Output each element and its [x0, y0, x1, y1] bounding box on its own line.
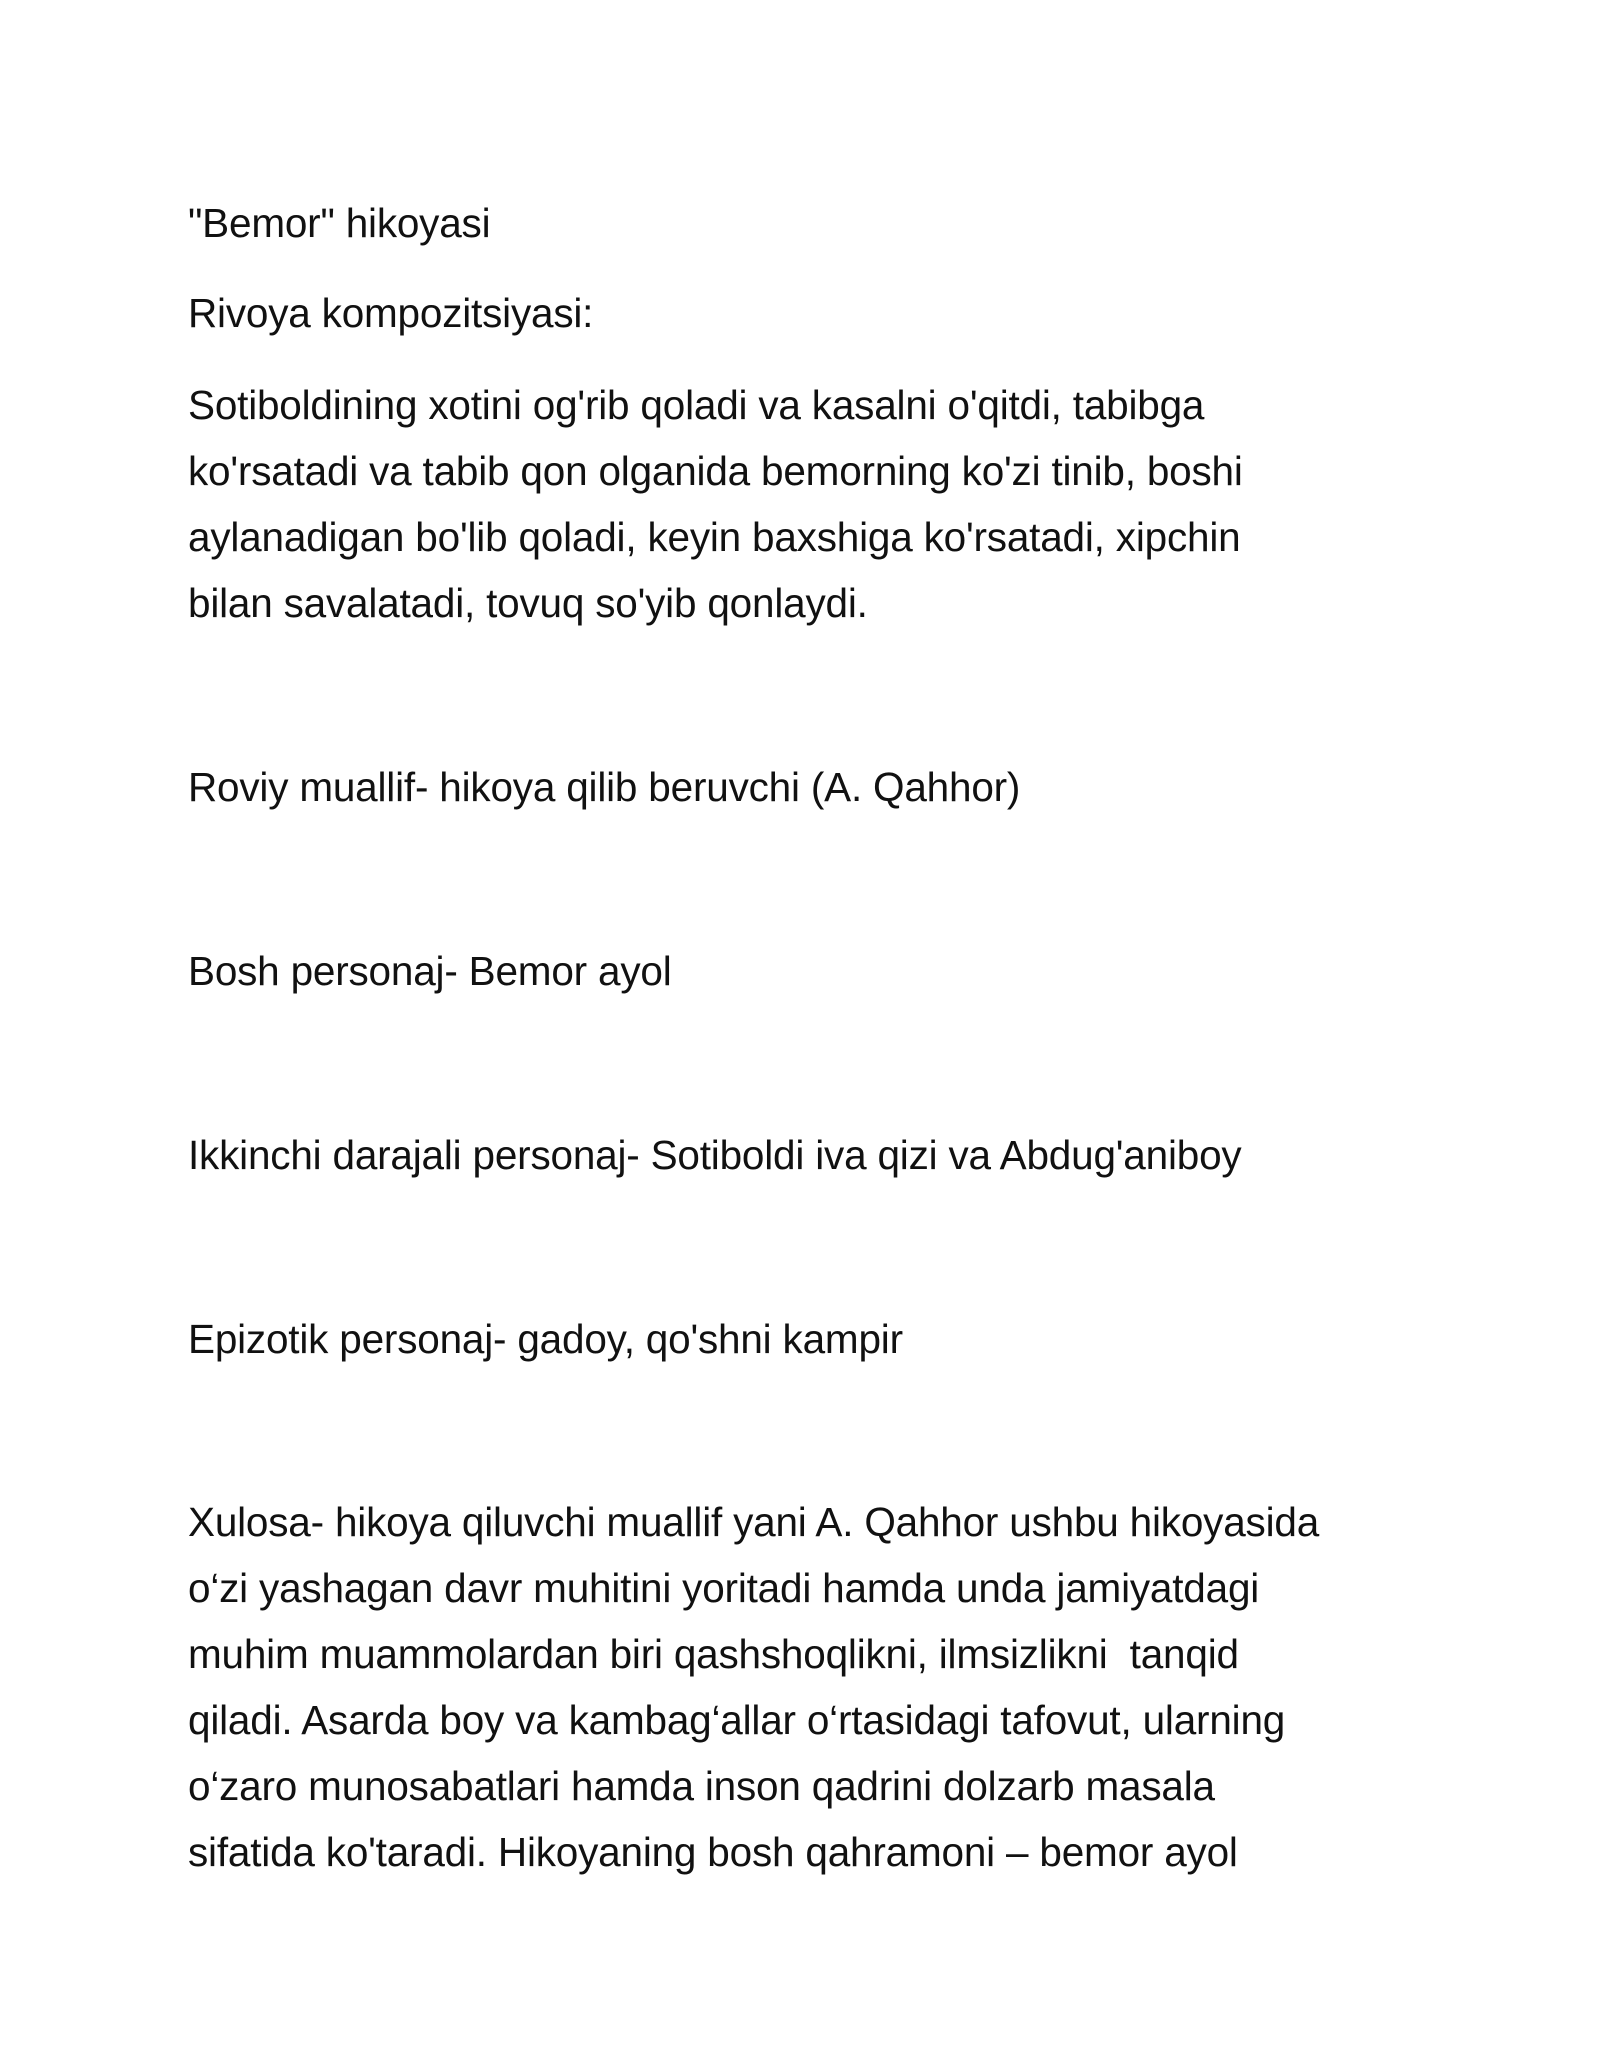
document-body: [188, 190, 1428, 1885]
document-title: "Bemor" hikoyasi: [188, 200, 491, 246]
conclusion-line: o‘zi yashagan davr muhitini yoritadi hamda unda jamiyatdagi: [188, 1565, 1260, 1611]
summary-line: bilan savalatadi, tovuq so'yib qonlaydi.: [188, 580, 868, 626]
summary-line: Sotiboldining xotini og'rib qoladi va kasalni o'qitdi, tabibga: [188, 382, 1205, 428]
conclusion-line: muhim muammolardan biri qashshoqlikni, ilmsizlikni tanqid: [188, 1631, 1239, 1677]
conclusion-paragraph: [188, 1489, 1428, 1885]
episodic-characters-line: Epizotik personaj- gadoy, qo'shni kampir: [188, 1316, 903, 1362]
secondary-characters-line: Ikkinchi darajali personaj- Sotiboldi iva qizi va Abdug'aniboy: [188, 1132, 1242, 1178]
narrator-line: Roviy muallif- hikoya qilib beruvchi (A. Qahhor): [188, 764, 1021, 810]
summary-paragraph: [188, 372, 1428, 636]
composition-heading: Rivoya kompozitsiyasi:: [188, 290, 594, 336]
conclusion-line: Xulosa- hikoya qiluvchi muallif yani A. Qahhor ushbu hikoyasida: [188, 1499, 1320, 1545]
conclusion-line: o‘zaro munosabatlari hamda inson qadrini dolzarb masala: [188, 1763, 1215, 1809]
summary-line: ko'rsatadi va tabib qon olganida bemorning ko'zi tinib, boshi: [188, 448, 1243, 494]
conclusion-line: qiladi. Asarda boy va kambag‘allar o‘rtasidagi tafovut, ularning: [188, 1697, 1286, 1743]
summary-line: aylanadigan bo'lib qoladi, keyin baxshiga ko'rsatadi, xipchin: [188, 514, 1241, 560]
conclusion-line: sifatida ko'taradi. Hikoyaning bosh qahramoni – bemor ayol: [188, 1829, 1238, 1875]
main-character-line: Bosh personaj- Bemor ayol: [188, 948, 672, 994]
